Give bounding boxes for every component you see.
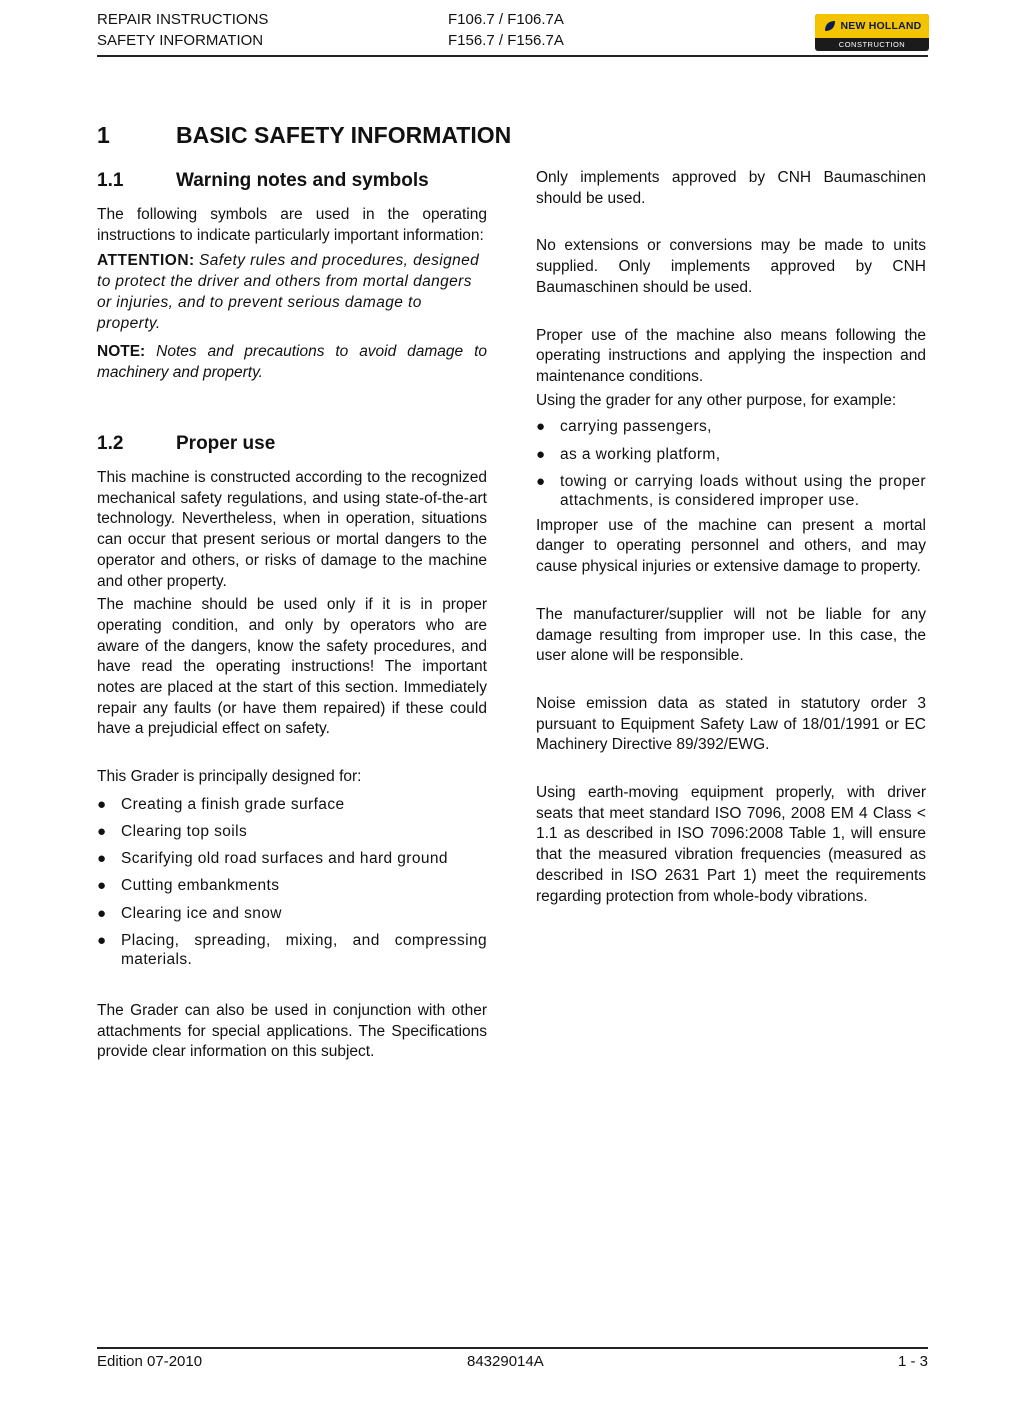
header-model-1: F106.7 / F106.7A bbox=[448, 11, 564, 28]
subsection-title: Warning notes and symbols bbox=[176, 170, 429, 191]
bullet-icon: ● bbox=[536, 472, 546, 490]
subsection-number: 1.1 bbox=[97, 170, 124, 191]
list-item: ● Scarifying old road surfaces and hard ground bbox=[97, 849, 487, 870]
footer-doc-number: 84329014A bbox=[467, 1353, 544, 1370]
bullet-icon: ● bbox=[97, 877, 107, 895]
footer-divider bbox=[97, 1347, 928, 1349]
note-label: NOTE: bbox=[97, 343, 146, 361]
list-item: ● Clearing ice and snow bbox=[97, 904, 487, 925]
note-block bbox=[97, 342, 487, 383]
list-item: ● as a working platform, bbox=[536, 445, 926, 466]
page-number: 1 - 3 bbox=[897, 1353, 928, 1370]
new-holland-logo bbox=[815, 14, 929, 51]
attention-note bbox=[97, 251, 487, 334]
bullet-icon: ● bbox=[536, 418, 546, 436]
right-p3: Proper use of the machine also means following the operating instructions and applying the inspection and maintenance conditions. bbox=[536, 326, 926, 385]
attention-text: Safety rules and procedures, designed to protect the driver and others from mortal dangers or injuries, and to prevent serious damage to property. bbox=[97, 252, 480, 332]
list-item: ● towing or carrying loads without using the proper attachments, is considered improper use. bbox=[536, 472, 926, 509]
right-p2: No extensions or conversions may be made to units supplied. Only implements approved by CNH Baumaschinen should be used. bbox=[536, 237, 926, 296]
section-number: 1 bbox=[97, 122, 110, 148]
subsection-1-1-heading bbox=[97, 169, 429, 193]
intended-uses-list bbox=[97, 795, 487, 969]
bullet-icon: ● bbox=[97, 904, 107, 922]
proper-use-p2: The machine should be used only if it is in proper operating condition, and only by operators who are aware of the dangers, know the safety procedures, and have read the operating instructions! The important notes are placed at the start of this section. Immediately repair any faults (or have them repaired) if these could have a prejudicial effect on safety. bbox=[97, 596, 487, 738]
section-title: BASIC SAFETY INFORMATION bbox=[176, 122, 512, 148]
right-p8: Using earth-moving equipment properly, with driver seats that meet standard ISO 7096, 2008 EM 4 Class < 1.1 as described in ISO 7096:2008 Table 1, will ensure that the measured vibration frequencies (measured as described in ISO 2631 Part 1) meet the requirements regarding protection from whole-body vibrations. bbox=[536, 784, 926, 905]
proper-use-p3: This Grader is principally designed for: bbox=[97, 768, 362, 786]
improper-uses-list bbox=[536, 417, 926, 509]
list-item: ● Cutting embankments bbox=[97, 876, 487, 897]
note-text: Notes and precautions to avoid damage to machinery and property. bbox=[97, 343, 488, 381]
section-heading bbox=[97, 120, 697, 150]
header-model-2: F156.7 / F156.7A bbox=[448, 32, 564, 49]
warning-intro: The following symbols are used in the operating instructions to indicate particularly important information: bbox=[97, 206, 487, 244]
list-item: ● Creating a finish grade surface bbox=[97, 795, 487, 816]
right-p7: Noise emission data as stated in statutory order 3 pursuant to Equipment Safety Law of 18/01/1991 or EC Machinery Directive 89/392/EWG. bbox=[536, 694, 926, 754]
bullet-icon: ● bbox=[536, 445, 546, 463]
right-p5: Improper use of the machine can present a mortal danger to operating personnel and others, and may cause physical injuries or extensive damage to property. bbox=[536, 516, 926, 576]
proper-use-p4: The Grader can also be used in conjunction with other attachments for special applications. The Specifications provide clear information on this subject. bbox=[97, 1001, 487, 1061]
right-p4: Using the grader for any other purpose, for example: bbox=[536, 391, 897, 409]
header-divider bbox=[97, 55, 928, 57]
leaf-icon bbox=[823, 19, 837, 33]
list-item: ● Clearing top soils bbox=[97, 822, 487, 843]
proper-use-block bbox=[97, 468, 487, 1063]
bullet-icon: ● bbox=[97, 850, 107, 868]
bullet-icon: ● bbox=[97, 795, 107, 813]
proper-use-p1: This machine is constructed according to the recognized mechanical safety regulations, and using state-of-the-art technology. Nevertheless, when in operation, situations can occur that present serious or mortal dangers to the operator and others, or risks of damage to the machine and other property. bbox=[97, 469, 487, 590]
bullet-icon: ● bbox=[97, 823, 107, 841]
footer-edition: Edition 07-2010 bbox=[97, 1353, 203, 1370]
header-chapter: SAFETY INFORMATION bbox=[97, 32, 264, 49]
header-doc-type: REPAIR INSTRUCTIONS bbox=[97, 11, 269, 28]
attention-label: ATTENTION: bbox=[97, 252, 195, 270]
subsection-1-2-heading bbox=[97, 432, 275, 456]
warning-notes-block bbox=[97, 205, 487, 384]
right-column bbox=[536, 168, 926, 907]
list-item: ● carrying passengers, bbox=[536, 417, 926, 438]
logo-brand-name: NEW HOLLAND bbox=[840, 20, 922, 32]
list-item: ● Placing, spreading, mixing, and compressing materials. bbox=[97, 931, 487, 968]
right-p1: Only implements approved by CNH Baumaschinen should be used. bbox=[536, 169, 926, 207]
bullet-icon: ● bbox=[97, 931, 107, 949]
subsection-title: Proper use bbox=[176, 433, 276, 454]
right-p6: The manufacturer/supplier will not be liable for any damage resulting from improper use. In this case, the user alone will be responsible. bbox=[536, 605, 926, 665]
subsection-number: 1.2 bbox=[97, 433, 124, 454]
logo-subtitle: CONSTRUCTION bbox=[838, 40, 906, 49]
